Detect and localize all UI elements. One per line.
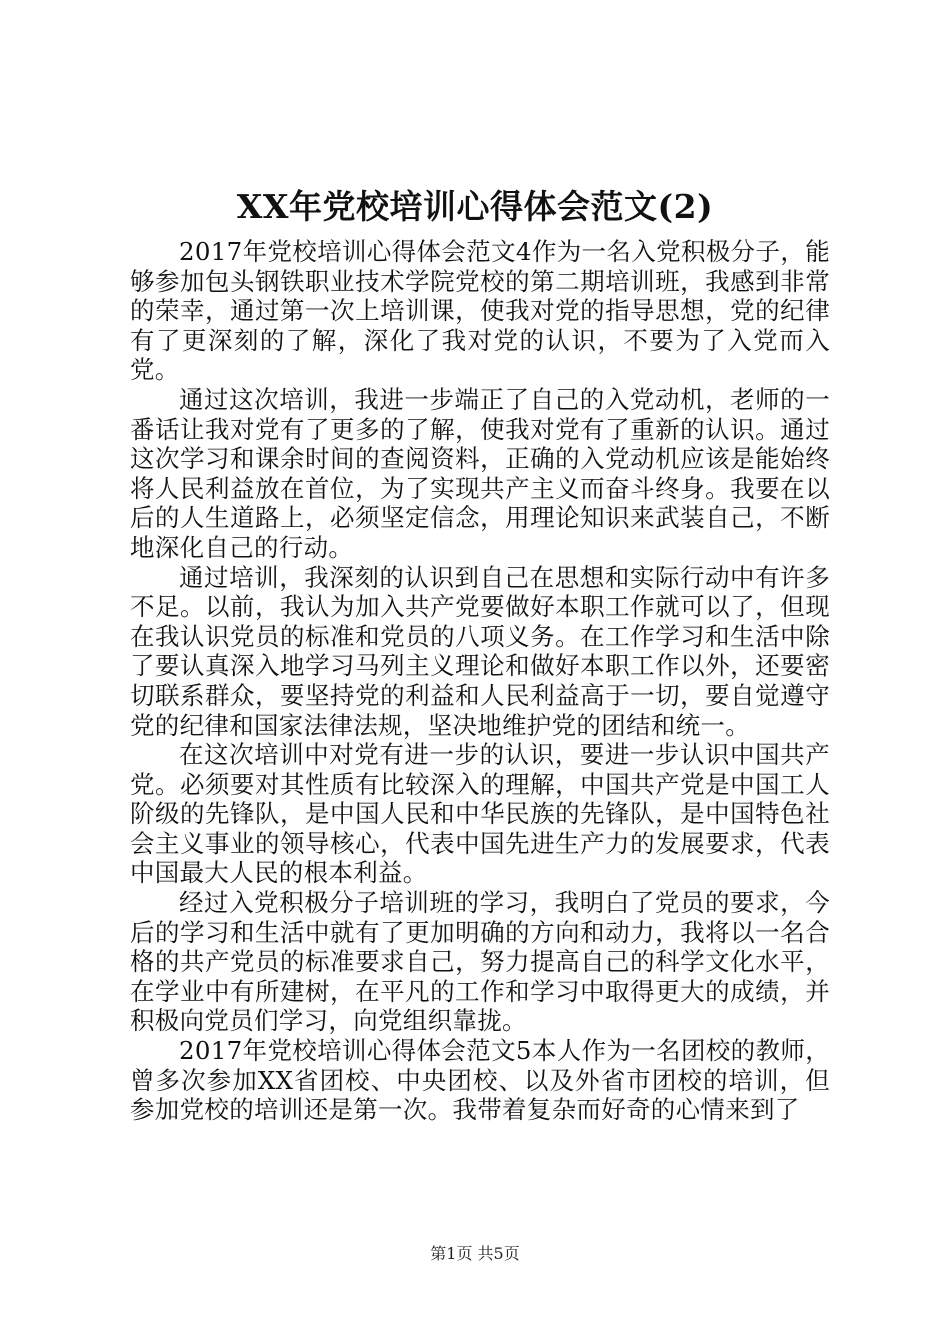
- paragraph: 通过培训，我深刻的认识到自己在思想和实际行动中有许多不足。以前，我认为加入共产党要做好本职工作就可以了，但现在我认识党员的标准和党员的八项义务。在工作学习和生活中除了要认真深入地学习马列主义理论和做好本职工作以外，还要密切联系群众，要坚持党的利益和人民利益高于一切，要自觉遵守党的纪律和国家法律法规，坚决地维护党的团结和统一。: [130, 562, 830, 740]
- paragraph: 经过入党积极分子培训班的学习，我明白了党员的要求，今后的学习和生活中就有了更加明确的方向和动力，我将以一名合格的共产党员的标准要求自己，努力提高自己的科学文化水平，在学业中有所建树，在平凡的工作和学习中取得更大的成绩，并积极向党员们学习，向党组织靠拢。: [130, 888, 830, 1036]
- paragraph: 通过这次培训，我进一步端正了自己的入党动机，老师的一番话让我对党有了更多的了解，使我对党有了重新的认识。通过这次学习和课余时间的查阅资料，正确的入党动机应该是能始终将人民利益放在首位，为了实现共产主义而奋斗终身。我要在以后的人生道路上，必须坚定信念，用理论知识来武装自己，不断地深化自己的行动。: [130, 384, 830, 562]
- document-body: [130, 237, 830, 1125]
- document-title: XX年党校培训心得体会范文(2): [236, 187, 714, 226]
- paragraph: 2017年党校培训心得体会范文4作为一名入党积极分子，能够参加包头钢铁职业技术学院党校的第二期培训班，我感到非常的荣幸，通过第一次上培训课，使我对党的指导思想，党的纪律有了更深刻的了解，深化了我对党的认识，不要为了入党而入党。: [130, 237, 830, 385]
- paragraph: 2017年党校培训心得体会范文5本人作为一名团校的教师，曾多次参加XX省团校、中央团校、以及外省市团校的培训，但参加党校的培训还是第一次。我带着复杂而好奇的心情来到了: [130, 1036, 830, 1125]
- page-number-footer: 第1页 共5页: [430, 1244, 520, 1263]
- paragraph: 在这次培训中对党有进一步的认识，要进一步认识中国共产党。必须要对其性质有比较深入的理解，中国共产党是中国工人阶级的先锋队，是中国人民和中华民族的先锋队，是中国特色社会主义事业的领导核心，代表中国先进生产力的发展要求，代表中国最大人民的根本利益。: [130, 740, 830, 888]
